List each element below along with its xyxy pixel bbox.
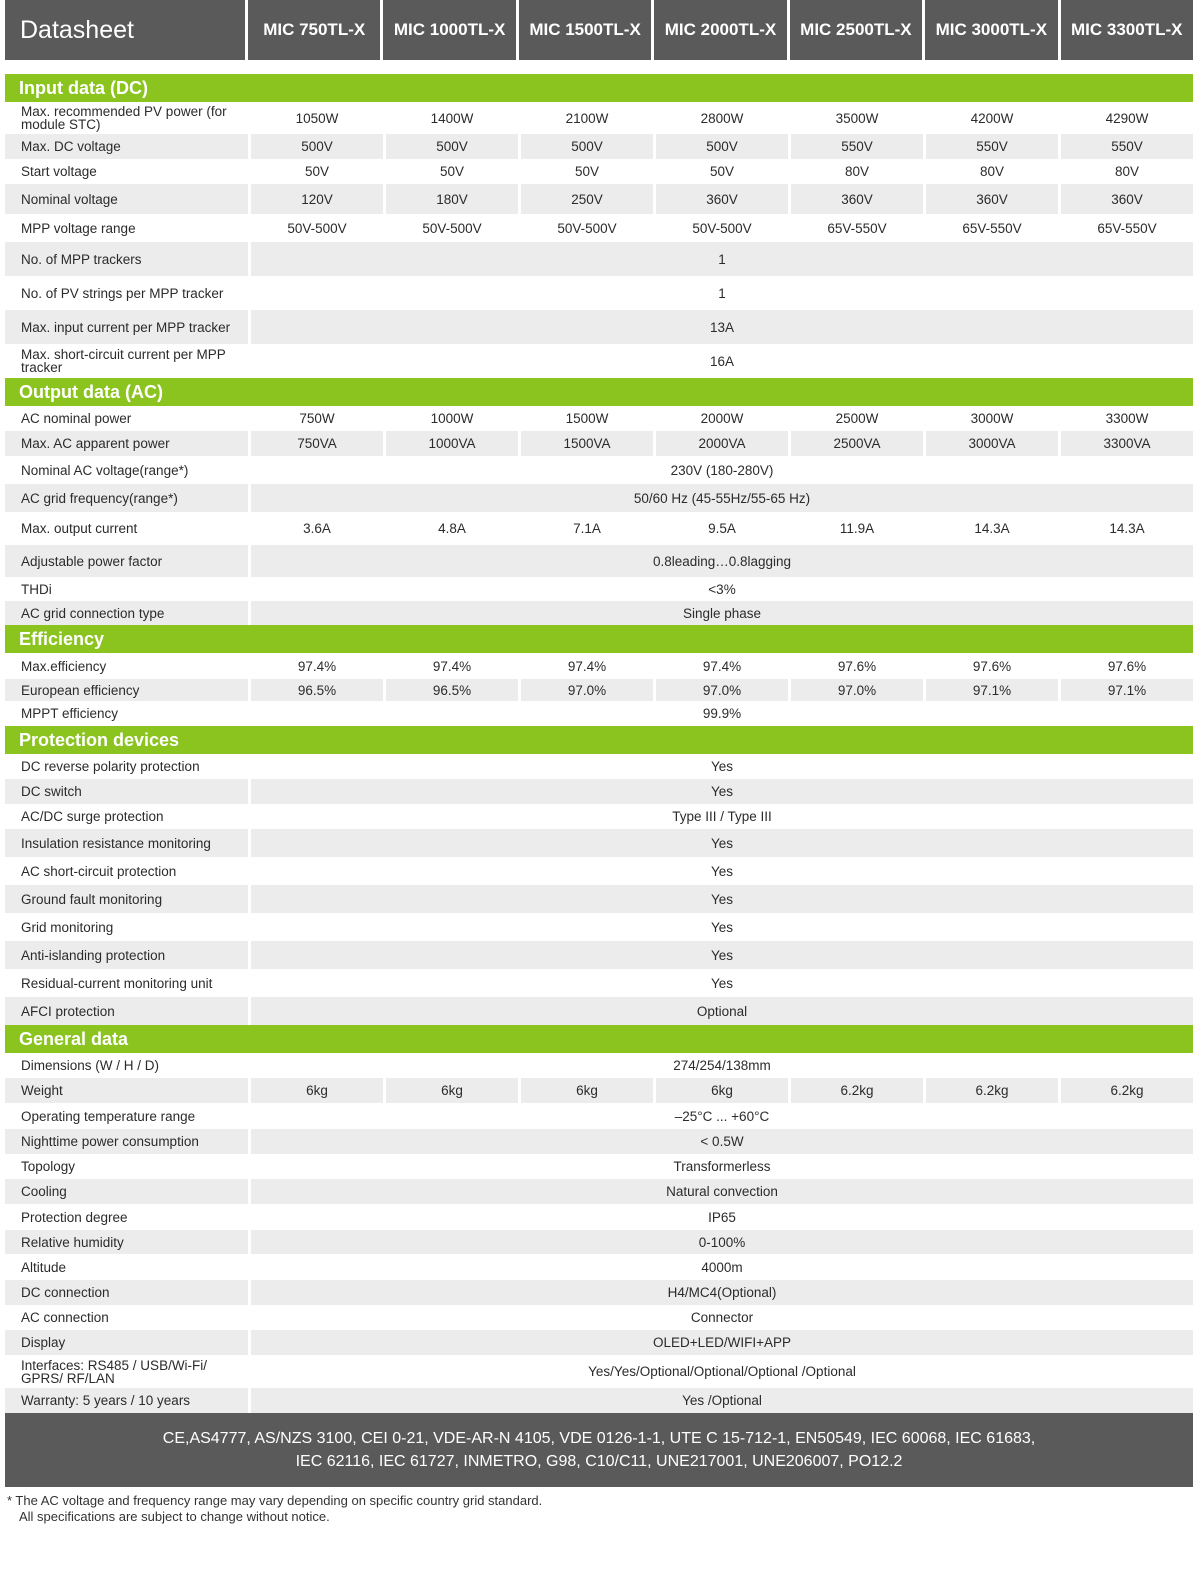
spec-label: Max. recommended PV power (for module STC) <box>21 104 227 132</box>
spec-label: Anti-islanding protection <box>21 947 166 963</box>
spec-row <box>5 754 1193 779</box>
header-row <box>5 0 1193 60</box>
spec-values <box>248 804 1193 829</box>
spec-value-all-models: Yes <box>248 885 1193 913</box>
spec-value: 6kg <box>383 1078 518 1103</box>
spec-value-all-models: 16A <box>248 344 1193 378</box>
spec-value-all-models: < 0.5W <box>248 1129 1193 1154</box>
spec-label: Start voltage <box>21 164 97 179</box>
spec-value: 96.5% <box>248 679 383 701</box>
model-header: MIC 2000TL-X <box>654 0 786 60</box>
spec-value: 97.1% <box>1058 679 1193 701</box>
spec-value-all-models: IP65 <box>248 1204 1193 1230</box>
spec-label: Cooling <box>21 1184 67 1199</box>
spec-values <box>248 1204 1193 1230</box>
spec-value: 97.1% <box>923 679 1058 701</box>
spec-label: AC connection <box>21 1310 109 1325</box>
spec-label: DC connection <box>21 1285 110 1300</box>
spec-values <box>248 969 1193 997</box>
spec-value: 3500W <box>788 102 923 134</box>
spec-row <box>5 242 1193 276</box>
spec-values <box>248 1053 1193 1078</box>
spec-row <box>5 134 1193 159</box>
spec-values <box>248 512 1193 545</box>
spec-value: 6kg <box>653 1078 788 1103</box>
spec-value: 750W <box>248 406 383 431</box>
spec-value: 1400W <box>383 102 518 134</box>
footnote <box>5 1493 1193 1525</box>
spec-value: 80V <box>923 159 1058 184</box>
spec-value: 97.0% <box>518 679 653 701</box>
spec-value: 6.2kg <box>788 1078 923 1103</box>
spec-value: 4290W <box>1058 102 1193 134</box>
spec-label: Warranty: 5 years / 10 years <box>21 1393 191 1408</box>
spec-row <box>5 701 1193 726</box>
spec-row <box>5 1103 1193 1129</box>
spec-value: 500V <box>518 134 653 159</box>
spec-value: 500V <box>248 134 383 159</box>
spec-row <box>5 1330 1193 1355</box>
spec-value-all-models: 99.9% <box>248 701 1193 726</box>
spec-value: 3.6A <box>248 512 383 545</box>
spec-row <box>5 484 1193 512</box>
spec-row <box>5 779 1193 804</box>
spec-values <box>248 1280 1193 1305</box>
spec-values <box>248 601 1193 625</box>
spec-value: 50V <box>248 159 383 184</box>
spec-row <box>5 214 1193 242</box>
section-title: Output data (AC) <box>5 378 1193 406</box>
section-title: Efficiency <box>5 625 1193 653</box>
spec-value: 6.2kg <box>923 1078 1058 1103</box>
spec-value-all-models: Yes <box>248 941 1193 969</box>
model-header: MIC 1500TL-X <box>519 0 651 60</box>
spec-row <box>5 456 1193 484</box>
spec-value-all-models: Yes/Yes/Optional/Optional/Optional /Optional <box>248 1355 1193 1388</box>
spec-row <box>5 512 1193 545</box>
spec-values <box>248 941 1193 969</box>
spec-value: 2000W <box>653 406 788 431</box>
spec-label: Interfaces: RS485 / USB/Wi-Fi/ GPRS/ RF/LAN <box>21 1357 208 1386</box>
spec-label: THDi <box>21 581 52 597</box>
spec-value: 50V-500V <box>653 214 788 242</box>
spec-row <box>5 1280 1193 1305</box>
spec-values <box>248 431 1193 456</box>
spec-value: 97.4% <box>383 653 518 679</box>
spec-values <box>248 134 1193 159</box>
spec-value: 65V-550V <box>923 214 1058 242</box>
spec-row <box>5 1355 1193 1388</box>
spec-label: Nominal AC voltage(range*) <box>21 462 189 478</box>
datasheet <box>5 0 1193 1525</box>
section-title: Protection devices <box>5 726 1193 754</box>
spec-row <box>5 431 1193 456</box>
spec-value-all-models: Yes /Optional <box>248 1388 1193 1413</box>
spec-value-all-models: 1 <box>248 242 1193 276</box>
spec-values <box>248 653 1193 679</box>
spec-value: 14.3A <box>923 512 1058 545</box>
spec-values <box>248 1129 1193 1154</box>
spec-values <box>248 701 1193 726</box>
spec-row <box>5 1204 1193 1230</box>
spec-value: 6kg <box>248 1078 383 1103</box>
spec-label: Nominal voltage <box>21 191 118 207</box>
spec-value: 3300W <box>1058 406 1193 431</box>
spec-label: Relative humidity <box>21 1234 124 1250</box>
spec-value: 97.4% <box>653 653 788 679</box>
spec-row <box>5 184 1193 214</box>
spec-value-all-models: Transformerless <box>248 1154 1193 1179</box>
spec-values <box>248 679 1193 701</box>
spec-row <box>5 1230 1193 1254</box>
model-header: MIC 3300TL-X <box>1061 0 1193 60</box>
spec-value: 4200W <box>923 102 1058 134</box>
spec-row <box>5 829 1193 857</box>
spec-value: 180V <box>383 184 518 214</box>
spec-value-all-models: Yes <box>248 969 1193 997</box>
spec-row <box>5 1305 1193 1330</box>
model-header: MIC 750TL-X <box>248 0 380 60</box>
spec-value: 50V <box>518 159 653 184</box>
spec-label: AC grid connection type <box>21 605 165 621</box>
spec-values <box>248 344 1193 378</box>
spec-value: 6.2kg <box>1058 1078 1193 1103</box>
spec-value: 550V <box>788 134 923 159</box>
spec-values <box>248 829 1193 857</box>
spec-value-all-models: Single phase <box>248 601 1193 625</box>
spec-value: 65V-550V <box>788 214 923 242</box>
spec-label: AC short-circuit protection <box>21 863 177 879</box>
spec-row <box>5 601 1193 625</box>
spec-label: Insulation resistance monitoring <box>21 835 211 851</box>
datasheet-title: Datasheet <box>5 0 245 60</box>
spec-value: 97.4% <box>248 653 383 679</box>
spec-value-all-models: OLED+LED/WIFI+APP <box>248 1330 1193 1355</box>
spec-values <box>248 545 1193 577</box>
spec-label: Dimensions (W / H / D) <box>21 1058 160 1073</box>
spec-values <box>248 1230 1193 1254</box>
spec-values <box>248 1154 1193 1179</box>
spec-row <box>5 276 1193 310</box>
spec-value: 2500W <box>788 406 923 431</box>
spec-row <box>5 997 1193 1025</box>
spec-row <box>5 577 1193 601</box>
spec-value: 50V-500V <box>248 214 383 242</box>
spec-label: AC/DC surge protection <box>21 809 164 824</box>
spec-values <box>248 1355 1193 1388</box>
spec-label: Max.efficiency <box>21 658 107 674</box>
spec-value: 97.6% <box>788 653 923 679</box>
spec-label: Residual-current monitoring unit <box>21 975 213 991</box>
spec-value: 250V <box>518 184 653 214</box>
spec-value-all-models: 274/254/138mm <box>248 1053 1193 1078</box>
spec-label: Max. DC voltage <box>21 139 121 154</box>
spec-row <box>5 545 1193 577</box>
spec-row <box>5 941 1193 969</box>
spec-value-all-models: 0-100% <box>248 1230 1193 1254</box>
spec-row <box>5 159 1193 184</box>
spec-values <box>248 456 1193 484</box>
spec-values <box>248 242 1193 276</box>
spec-value: 3000VA <box>923 431 1058 456</box>
spec-value: 1000W <box>383 406 518 431</box>
spec-value-all-models: 230V (180-280V) <box>248 456 1193 484</box>
spec-value-all-models: –25°C ... +60°C <box>248 1103 1193 1129</box>
spec-value: 80V <box>788 159 923 184</box>
spec-values <box>248 913 1193 941</box>
spec-value: 50V-500V <box>518 214 653 242</box>
spec-row <box>5 653 1193 679</box>
footnote-line: * The AC voltage and frequency range may vary depending on specific country grid standard. <box>7 1493 543 1508</box>
spec-value: 97.4% <box>518 653 653 679</box>
spec-value: 360V <box>923 184 1058 214</box>
spec-row <box>5 857 1193 885</box>
spec-value-all-models: Yes <box>248 913 1193 941</box>
spec-value: 2000VA <box>653 431 788 456</box>
spec-values <box>248 577 1193 601</box>
spec-label: Max. input current per MPP tracker <box>21 319 231 335</box>
spec-label: Protection degree <box>21 1209 128 1225</box>
spec-value-all-models: 1 <box>248 276 1193 310</box>
spec-value-all-models: 4000m <box>248 1254 1193 1280</box>
spec-value-all-models: Yes <box>248 857 1193 885</box>
spec-value: 97.6% <box>1058 653 1193 679</box>
spec-value: 500V <box>383 134 518 159</box>
spec-sections <box>5 74 1193 1413</box>
spec-label: MPPT efficiency <box>21 706 119 721</box>
spec-value: 14.3A <box>1058 512 1193 545</box>
spec-value-all-models: Type III / Type III <box>248 804 1193 829</box>
spec-value: 550V <box>1058 134 1193 159</box>
spec-row <box>5 679 1193 701</box>
spec-value-all-models: 13A <box>248 310 1193 344</box>
spec-row <box>5 1254 1193 1280</box>
spec-values <box>248 779 1193 804</box>
spec-row <box>5 1053 1193 1078</box>
spec-label: No. of PV strings per MPP tracker <box>21 285 224 301</box>
spec-value: 3000W <box>923 406 1058 431</box>
spec-value: 1500W <box>518 406 653 431</box>
spec-value-all-models: Yes <box>248 829 1193 857</box>
spec-value-all-models: H4/MC4(Optional) <box>248 1280 1193 1305</box>
spec-row <box>5 1129 1193 1154</box>
spec-label: Operating temperature range <box>21 1108 196 1124</box>
spec-value: 3300VA <box>1058 431 1193 456</box>
model-header: MIC 2500TL-X <box>790 0 922 60</box>
spec-value: 80V <box>1058 159 1193 184</box>
spec-row <box>5 102 1193 134</box>
spec-value: 360V <box>653 184 788 214</box>
spec-label: DC switch <box>21 784 82 799</box>
spec-label: European efficiency <box>21 682 140 698</box>
spec-label: Max. output current <box>21 521 138 536</box>
spec-value: 1050W <box>248 102 383 134</box>
spec-value: 65V-550V <box>1058 214 1193 242</box>
spec-row <box>5 885 1193 913</box>
footnote-line: All specifications are subject to change without notice. <box>19 1509 330 1524</box>
spec-value: 97.0% <box>788 679 923 701</box>
spec-value: 7.1A <box>518 512 653 545</box>
spec-value: 360V <box>788 184 923 214</box>
spec-values <box>248 1254 1193 1280</box>
spec-values <box>248 1330 1193 1355</box>
spec-row <box>5 344 1193 378</box>
spec-values <box>248 1103 1193 1129</box>
section-title: General data <box>5 1025 1193 1053</box>
certifications-line: IEC 62116, IEC 61727, INMETRO, G98, C10/C11, UNE217001, UNE206007, PO12.2 <box>295 1453 903 1470</box>
spec-row <box>5 1078 1193 1103</box>
spec-value-all-models: Natural convection <box>248 1179 1193 1204</box>
spec-value: 4.8A <box>383 512 518 545</box>
spec-value: 550V <box>923 134 1058 159</box>
spec-label: AFCI protection <box>21 1003 115 1019</box>
spec-value: 50V-500V <box>383 214 518 242</box>
certifications-line: CE,AS4777, AS/NZS 3100, CEI 0-21, VDE-AR-N 4105, VDE 0126-1-1, UTE C 15-712-1, EN50549, IEC 60068, IEC 61683, <box>162 1430 1036 1447</box>
spec-value-all-models: 0.8leading…0.8lagging <box>248 545 1193 577</box>
spec-label: Display <box>21 1335 66 1350</box>
spec-label: Weight <box>21 1083 63 1098</box>
spec-values <box>248 997 1193 1025</box>
spec-label: MPP voltage range <box>21 220 136 236</box>
spec-label: No. of MPP trackers <box>21 251 142 267</box>
spec-values <box>248 1179 1193 1204</box>
spec-label: Topology <box>21 1159 76 1174</box>
spec-value: 11.9A <box>788 512 923 545</box>
section-title: Input data (DC) <box>5 74 1193 102</box>
spec-row <box>5 969 1193 997</box>
spec-value: 2500VA <box>788 431 923 456</box>
spec-label: Grid monitoring <box>21 919 114 935</box>
spec-value: 50V <box>383 159 518 184</box>
spec-values <box>248 1078 1193 1103</box>
spec-label: AC nominal power <box>21 411 132 426</box>
spec-value: 1000VA <box>383 431 518 456</box>
spec-row <box>5 310 1193 344</box>
certifications-bar <box>5 1413 1193 1487</box>
spec-value: 50V <box>653 159 788 184</box>
spec-value: 6kg <box>518 1078 653 1103</box>
spec-label: Ground fault monitoring <box>21 891 163 907</box>
spec-label: Nighttime power consumption <box>21 1134 199 1149</box>
spec-row <box>5 406 1193 431</box>
spec-values <box>248 857 1193 885</box>
spec-values <box>248 1388 1193 1413</box>
spec-values <box>248 184 1193 214</box>
spec-label: AC grid frequency(range*) <box>21 490 178 506</box>
spec-value: 97.6% <box>923 653 1058 679</box>
spec-row <box>5 1154 1193 1179</box>
spec-value: 2100W <box>518 102 653 134</box>
spec-label: Adjustable power factor <box>21 553 163 569</box>
spec-values <box>248 406 1193 431</box>
spec-value: 97.0% <box>653 679 788 701</box>
spec-values <box>248 310 1193 344</box>
spec-value: 1500VA <box>518 431 653 456</box>
model-header: MIC 1000TL-X <box>383 0 515 60</box>
spec-values <box>248 1305 1193 1330</box>
model-header: MIC 3000TL-X <box>925 0 1057 60</box>
spec-row <box>5 1388 1193 1413</box>
spec-values <box>248 159 1193 184</box>
spec-value-all-models: 50/60 Hz (45-55Hz/55-65 Hz) <box>248 484 1193 512</box>
spec-label: DC reverse polarity protection <box>21 759 200 774</box>
spec-values <box>248 484 1193 512</box>
spec-row <box>5 1179 1193 1204</box>
spec-values <box>248 214 1193 242</box>
spec-values <box>248 754 1193 779</box>
spec-value: 120V <box>248 184 383 214</box>
spec-value: 2800W <box>653 102 788 134</box>
spec-values <box>248 102 1193 134</box>
spec-value: 9.5A <box>653 512 788 545</box>
spec-value: 360V <box>1058 184 1193 214</box>
spec-values <box>248 276 1193 310</box>
spec-value-all-models: Optional <box>248 997 1193 1025</box>
spec-row <box>5 913 1193 941</box>
spec-label: Max. short-circuit current per MPP tracker <box>21 347 226 375</box>
spec-value-all-models: Yes <box>248 754 1193 779</box>
spec-value: 96.5% <box>383 679 518 701</box>
spec-value: 500V <box>653 134 788 159</box>
spec-label: Max. AC apparent power <box>21 436 170 451</box>
spec-label: Altitude <box>21 1259 67 1275</box>
spec-row <box>5 804 1193 829</box>
spec-values <box>248 885 1193 913</box>
spec-value: 750VA <box>248 431 383 456</box>
spec-value-all-models: Yes <box>248 779 1193 804</box>
spec-value-all-models: <3% <box>248 577 1193 601</box>
spec-value-all-models: Connector <box>248 1305 1193 1330</box>
